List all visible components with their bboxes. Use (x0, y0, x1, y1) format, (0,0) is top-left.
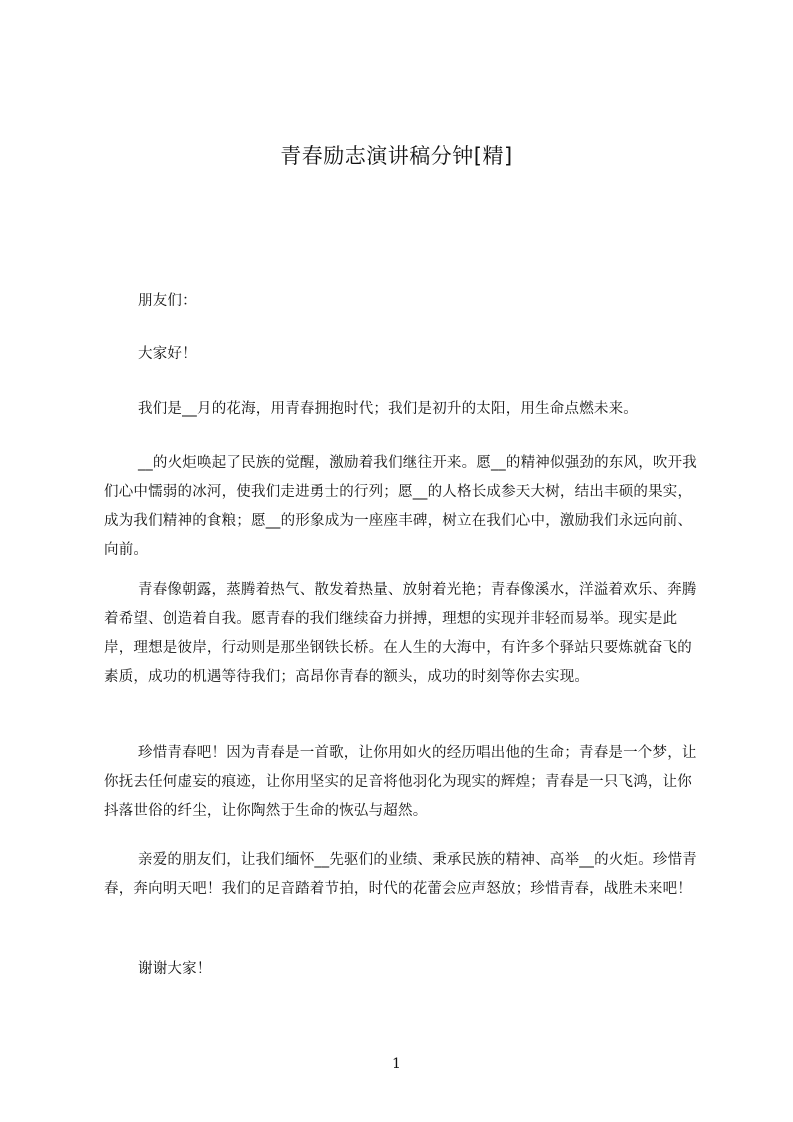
paragraph-thanks: 谢谢大家！ (138, 961, 212, 977)
paragraph-greeting-everyone: 大家好！ (138, 346, 197, 362)
paragraph-youth-dew: 青春像朝露，蒸腾着热气、散发着热量、放射着光艳；青春像溪水，洋溢着欢乐、奔腾着希望、创造着自我。愿青春的我们继续奋力拼搏，理想的实现并非轻而易举。现实是此岸，理想是彼岸，行动则是那坐钢铁长桥。在人生的大海中，有许多个驿站只要炼就奋飞的素质，成功的机遇等待我们；高昂你青春的额头，成功的时刻等你去实现。 (104, 582, 697, 685)
paragraph-flower-sea: 我们是__月的花海，用青春拥抱时代；我们是初升的太阳，用生命点燃未来。 (138, 401, 638, 417)
paragraph-greeting-friends: 朋友们： (138, 293, 197, 309)
document-title: 青春励志演讲稿分钟[精] (280, 144, 513, 168)
paragraph-dear-friends: 亲爱的朋友们，让我们缅怀__先驱们的业绩、秉承民族的精神、高举__的火炬。珍惜青春，奔向明天吧！我们的足音踏着节拍，时代的花蕾会应声怒放；珍惜青春，战胜未来吧！ (104, 852, 697, 897)
page-number: 1 (392, 1056, 401, 1072)
paragraph-torch: __的火炬唤起了民族的觉醒，激励着我们继往开来。愿__的精神似强劲的东风，吹开我们心中懦弱的冰河，使我们走进勇士的行列；愿__的人格长成参天大树，结出丰硕的果实，成为我们精神的食粮；愿__的形象成为一座座丰碑，树立在我们心中，激励我们永远向前、向前。 (104, 455, 697, 558)
paragraph-cherish-youth: 珍惜青春吧！因为青春是一首歌，让你用如火的经历唱出他的生命；青春是一个梦，让你抚去任何虚妄的痕迹，让你用坚实的足音将他羽化为现实的辉煌；青春是一只飞鸿，让你抖落世俗的纤尘，让你陶然于生命的恢弘与超然。 (104, 745, 697, 819)
